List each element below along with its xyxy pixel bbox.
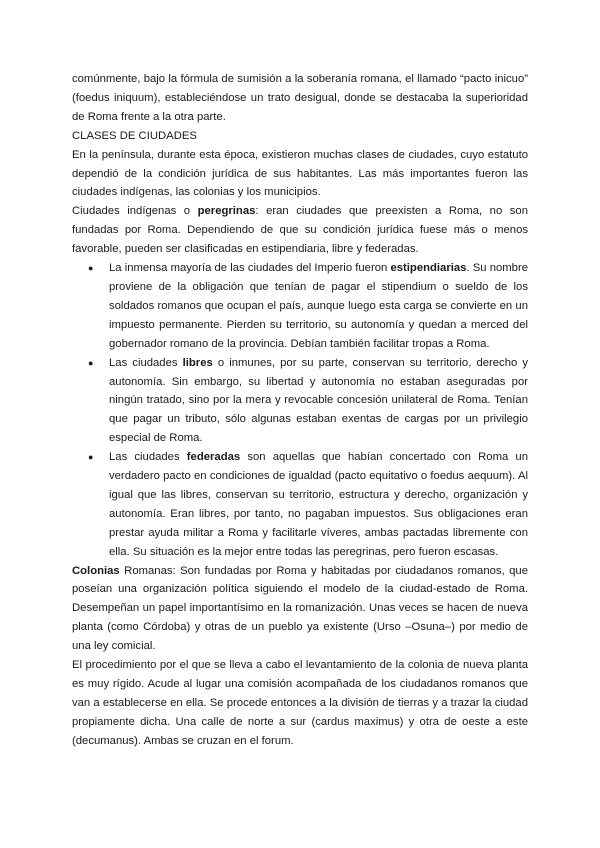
list-item-estipendiarias [88, 259, 529, 354]
colonias-rest: Romanas: Son fundadas por Roma y habitadas por ciudadanos romanos, que poseían una organización política siguiendo el modelo de la ciudad-estado de Roma. Desempeñan un papel importantísimo en la romanización. Unas veces se hacen de nueva planta (como Córdoba) y otras de un pueblo ya existente (Urso –Osuna–) por medio de una ley comicial. [72, 564, 528, 653]
colonias-paragraph [72, 562, 528, 657]
bullet-icon: ● [88, 263, 94, 274]
document-page [72, 70, 528, 751]
peninsula-paragraph: En la península, durante esta época, existieron muchas clases de ciudades, cuyo estatuto dependió de la condición jurídica de sus habitantes. Las más importantes fueron las ciudades indígenas, las colonias y los municipios. [72, 148, 528, 199]
item-before: Las ciudades [109, 451, 187, 464]
item-after: . Su nombre proviene de la obligación que tenían de pagar el stipendium o sueldo de los soldados romanos que ocupan el país, aunque luego esta carga se convierte en un impuesto permanente. Pierden su territorio, su autonomía y quedan a merced del gobernador romano de la provincia. Debían también facilitar tropas a Roma. [109, 262, 529, 350]
item-term: federadas [186, 451, 241, 464]
section-heading: CLASES DE CIUDADES [72, 129, 197, 142]
item-term: libres [182, 356, 213, 369]
list-item-federadas [88, 448, 528, 561]
indigenas-rest: : eran ciudades que preexisten a Roma, no son fundadas por Roma. Dependiendo de que su condición jurídica fuese más o menos favorable, pueden ser clasificadas en estipendiaria, libre y federadas. [72, 205, 528, 256]
indigenas-lead: Ciudades indígenas o [72, 205, 198, 218]
city-types-list [72, 259, 528, 562]
item-term: estipendiarias [390, 262, 467, 275]
procedimiento-paragraph: El procedimiento por el que se lleva a cabo el levantamiento de la colonia de nueva planta es muy rígido. Acude al lugar una comisión acompañada de los ciudadanos romanos que van a establecerse en ella. Se procede entonces a la división de tierras y a trazar la ciudad propiamente dicha. Una calle de norte a sur (cardus maximus) y otra de oeste a este (decumanus). Ambas se cruzan en el forum. [72, 659, 528, 747]
bullet-icon: ● [88, 452, 94, 463]
item-after: o inmunes, por su parte, conservan su territorio, derecho y autonomía. Sin embargo, su libertad y autonomía no estaban aseguradas por ningún tratado, sino por la mera y revocable concesión unilateral de Roma. Tenían que pagar un tributo, sólo algunas estaban exentas de cargas por un privilegio especial de Roma. [109, 356, 529, 445]
intro-paragraph: comúnmente, bajo la fórmula de sumisión a la soberanía romana, el llamado “pacto inicuo” (foedus iniquum), estableciéndose un trato desigual, donde se destacaba la superioridad de Roma frente a la otra parte. [72, 73, 528, 123]
item-before: Las ciudades [109, 356, 183, 369]
item-before: La inmensa mayoría de las ciudades del Imperio fueron [109, 262, 391, 275]
indigenas-paragraph [72, 202, 528, 259]
colonias-term: Colonias [72, 564, 120, 577]
indigenas-term: peregrinas [197, 205, 256, 218]
list-item-libres [88, 354, 529, 449]
item-after: son aquellas que habían concertado con Roma un verdadero pacto en condiciones de igualdad (pacto equitativo o foedus aequum). Al igual que las libres, conservan su territorio, estructura y derecho, organización y autonomía. Eran libres, por tanto, no pagaban impuestos. Sus obligaciones eran prestar ayuda militar a Roma y facilitarle víveres, ambas pactadas libremente con ella. Su situación es la mejor entre todas las peregrinas, pero fueron escasas. [109, 451, 528, 558]
bullet-icon: ● [88, 357, 94, 368]
